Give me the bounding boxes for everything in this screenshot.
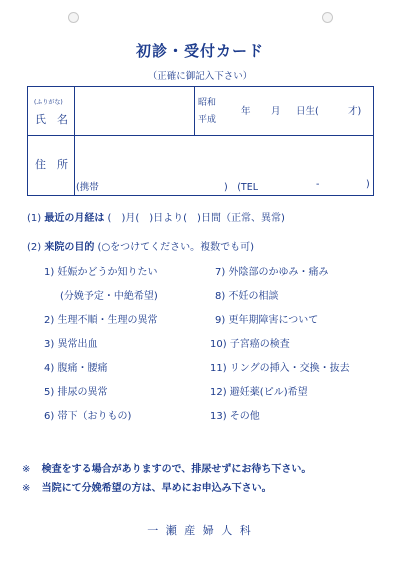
form-divider-birth-column xyxy=(194,87,195,135)
page-title: 初診・受付カード xyxy=(135,42,264,60)
punch-hole-right xyxy=(322,12,333,23)
question-purpose xyxy=(27,238,254,253)
purpose-option[interactable]: 2) 生理不順・生理の異常 xyxy=(44,315,158,326)
age-label: 才) xyxy=(348,106,362,117)
purpose-option[interactable]: 3) 異常出血 xyxy=(44,339,98,350)
address-label: 住 所 xyxy=(35,158,68,171)
patient-info-form xyxy=(27,86,374,196)
punch-hole-left xyxy=(68,12,79,23)
purpose-option[interactable]: 10) 子宮癌の検査 xyxy=(210,339,290,350)
asterisk-icon: ※ xyxy=(22,464,31,475)
birth-year-label: 年 xyxy=(241,106,251,117)
question-number: (2) xyxy=(27,242,42,253)
purpose-option[interactable]: 4) 腹痛・腰痛 xyxy=(44,363,108,374)
question-answer[interactable]: ( )月( )日より( )日間（正常、異常) xyxy=(107,213,285,224)
question-instruction: (○をつけてください。複数でも可) xyxy=(97,242,255,253)
purpose-option[interactable]: 6) 帯下（おりもの) xyxy=(44,411,132,422)
mobile-label: (携帯 xyxy=(76,182,99,193)
page-subtitle: （正確に御記入下さい） xyxy=(147,71,253,82)
address-field[interactable] xyxy=(76,137,371,177)
name-field[interactable] xyxy=(76,89,192,133)
tel-dash: - xyxy=(316,179,320,190)
name-label: 氏 名 xyxy=(35,113,68,126)
birth-day-label: 日生( xyxy=(296,106,319,117)
era-heisei[interactable]: 平成 xyxy=(198,115,217,125)
tel-close: ) xyxy=(366,179,370,190)
notice-text: 当院にて分娩希望の方は、早めにお申込み下さい。 xyxy=(41,483,272,494)
notice-line xyxy=(22,479,272,494)
purpose-option[interactable]: 13) その他 xyxy=(210,411,260,422)
birth-month-label: 月 xyxy=(271,106,281,117)
purpose-option[interactable]: 5) 排尿の異常 xyxy=(44,387,108,398)
purpose-option[interactable]: 8) 不妊の相談 xyxy=(215,291,279,302)
era-showa[interactable]: 昭和 xyxy=(198,98,217,108)
notice-text: 検査をする場合がありますので、排尿せずにお待ち下さい。 xyxy=(41,464,312,475)
furigana-label: (ふりがな) xyxy=(34,99,63,106)
question-label: 最近の月経は xyxy=(44,213,105,224)
question-menstruation xyxy=(27,209,285,224)
question-label: 来院の目的 xyxy=(44,242,95,253)
question-number: (1) xyxy=(27,213,42,224)
purpose-option[interactable]: 11) リングの挿入・交換・抜去 xyxy=(210,363,350,374)
clinic-name: 一 瀬 産 婦 人 科 xyxy=(147,524,253,537)
purpose-option[interactable]: 12) 避妊薬(ピル)希望 xyxy=(210,387,308,398)
purpose-option-note: (分娩予定・中絶希望) xyxy=(60,291,158,302)
purpose-option[interactable]: 1) 妊娠かどうか知りたい xyxy=(44,267,158,278)
purpose-option[interactable]: 9) 更年期障害について xyxy=(215,315,319,326)
notice-line xyxy=(22,460,311,475)
form-divider-label-column xyxy=(74,87,75,195)
tel-label: ) (TEL xyxy=(224,182,259,193)
purpose-option[interactable]: 7) 外陰部のかゆみ・痛み xyxy=(215,267,329,278)
form-divider-horizontal xyxy=(28,135,373,136)
asterisk-icon: ※ xyxy=(22,483,31,494)
